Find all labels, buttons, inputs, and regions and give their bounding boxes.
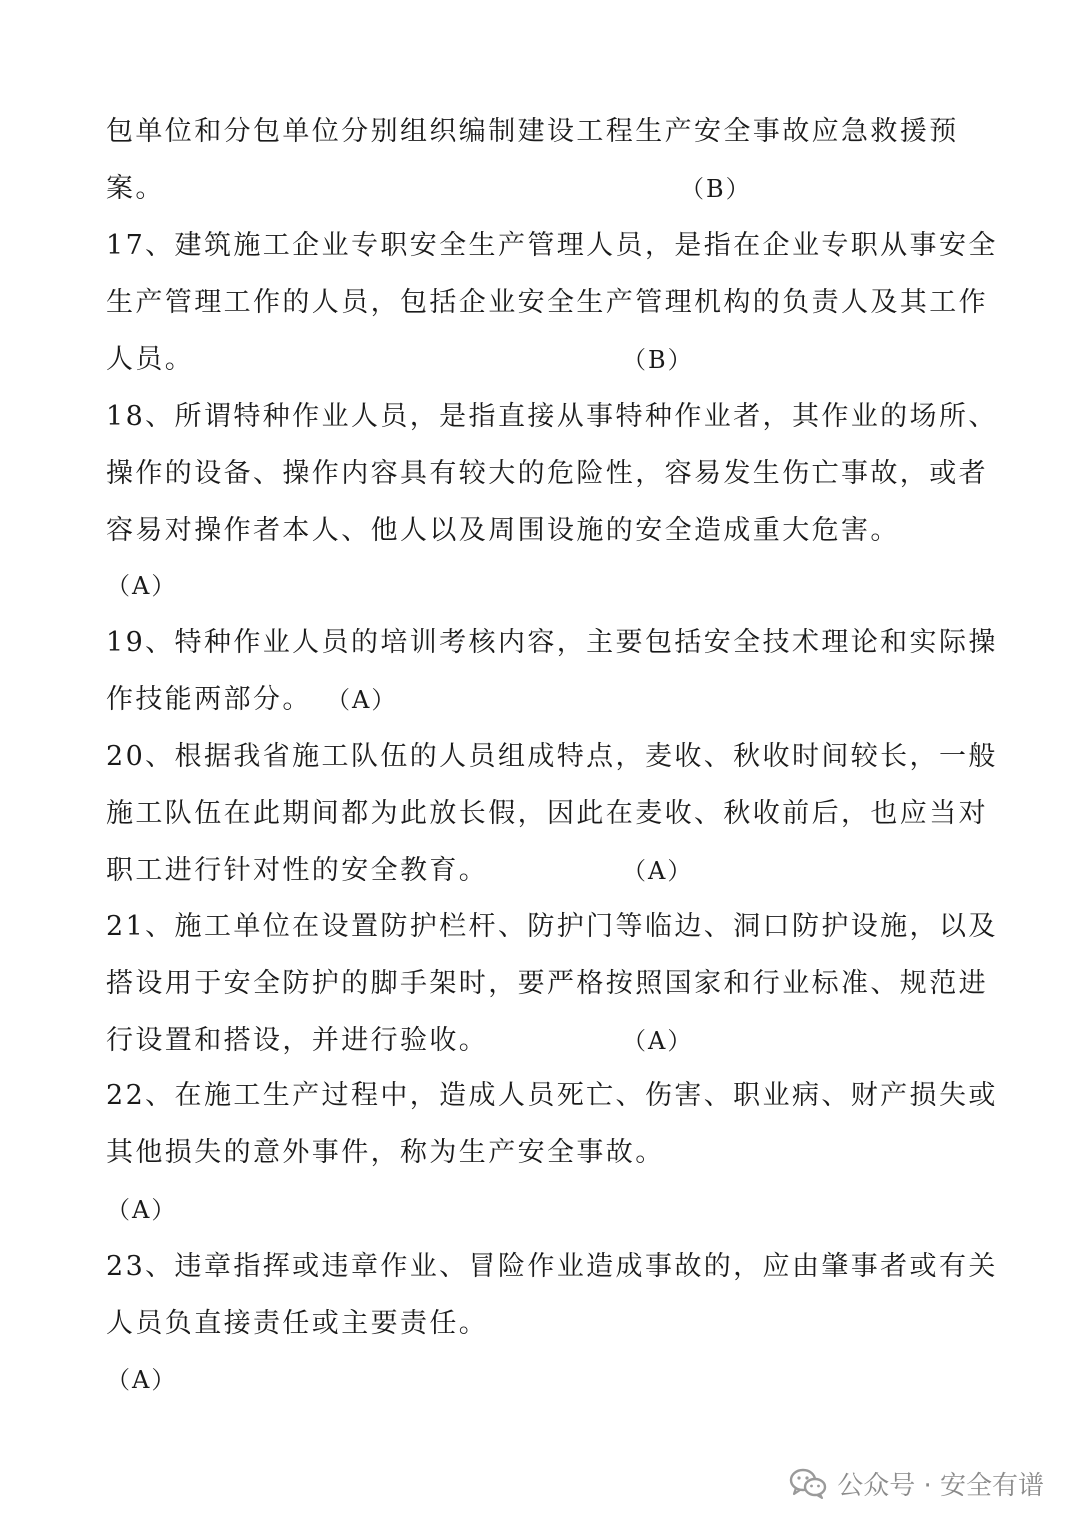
text-line: 23、违章指挥或违章作业、冒险作业造成事故的，应由肇事者或有关 [106,1251,998,1282]
text-line: 职工进行针对性的安全教育。 [106,855,489,886]
text-line: 容易对操作者本人、他人以及周围设施的安全造成重大危害。 [106,515,900,546]
text-line: 18、所谓特种作业人员，是指直接从事特种作业者，其作业的场所、 [106,401,998,432]
watermark-text: 公众号 · 安全有谱 [837,1470,1044,1501]
text-line: 19、特种作业人员的培训考核内容，主要包括安全技术理论和实际操 [106,627,998,658]
text-line: 行设置和搭设，并进行验收。 [106,1025,489,1056]
text-line: 21、施工单位在设置防护栏杆、防护门等临边、洞口防护设施，以及 [106,911,998,942]
text-line: 施工队伍在此期间都为此放长假，因此在麦收、秋收前后，也应当对 [106,798,988,829]
text-line: 作技能两部分。 [106,684,312,715]
answer-q16: （B） [680,175,752,203]
text-line: 包单位和分包单位分别组织编制建设工程生产安全事故应急救援预 [106,116,959,147]
text-line: 人员。 [106,344,195,375]
text-line: 人员负直接责任或主要责任。 [106,1308,489,1339]
text-line: 22、在施工生产过程中，造成人员死亡、伤害、职业病、财产损失或 [106,1080,998,1111]
watermark [789,1461,1044,1505]
text-line: 其他损失的意外事件，称为生产安全事故。 [106,1137,665,1168]
answer-q22: （A） [106,1196,178,1224]
text-line: 20、根据我省施工队伍的人员组成特点，麦收、秋收时间较长，一般 [106,741,998,772]
text-line: 案。 [106,173,165,204]
answer-q21: （A） [622,1027,694,1055]
text-line: 操作的设备、操作内容具有较大的危险性，容易发生伤亡事故，或者 [106,458,988,489]
answer-q20: （A） [622,857,694,885]
answer-q19: （A） [326,686,398,714]
text-line: 17、建筑施工企业专职安全生产管理人员，是指在企业专职从事安全 [106,230,998,261]
text-line: 生产管理工作的人员，包括企业安全生产管理机构的负责人及其工作 [106,287,988,318]
answer-q17: （B） [622,346,694,374]
answer-q18: （A） [106,572,178,600]
text-line: 搭设用于安全防护的脚手架时，要严格按照国家和行业标准、规范进 [106,968,988,999]
answer-q23: （A） [106,1366,178,1394]
wechat-icon [789,1467,827,1499]
